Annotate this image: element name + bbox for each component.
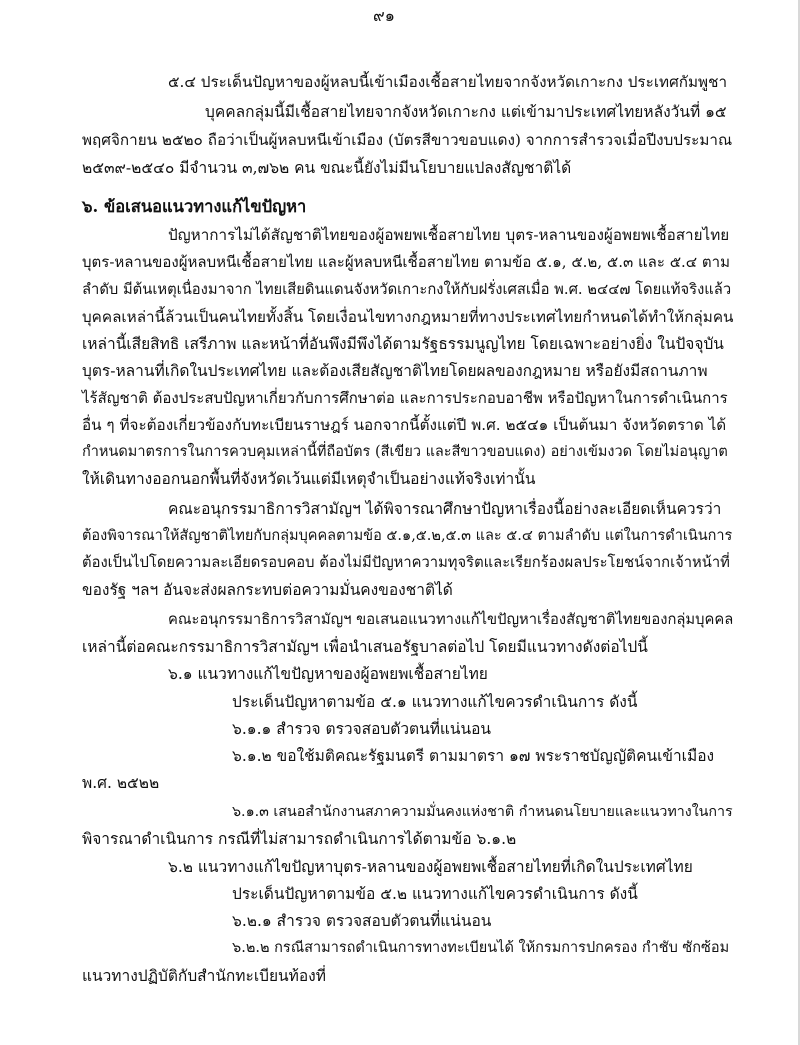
section-5-4-heading: ๕.๔ ประเด็นปัญหาของผู้หลบนี้เข้าเมืองเชื้อสายไทยจากจังหวัดเกาะกง ประเทศกัมพูชา bbox=[168, 73, 728, 91]
item-6-1-2: ๖.๑.๒ ขอใช้มติคณะรัฐมนตรี ตามมาตรา ๑๗ พระราชบัญญัติคนเข้าเมือง bbox=[232, 747, 715, 765]
paragraph-line: ประเด็นปัญหาตามข้อ ๕.๒ แนวทางแก้ไขควรดำเนินการ ดังนี้ bbox=[232, 885, 638, 903]
paragraph-line: บุคคลเหล่านี้ล้วนเป็นคนไทยทั้งสิ้น โดยเงื่อนไขทางกฎหมายที่ทางประเทศไทยกำหนดได้ทำให้กลุ่มคน bbox=[82, 308, 734, 326]
section-6-1-heading: ๖.๑ แนวทางแก้ไขปัญหาของผู้อพยพเชื้อสายไทย bbox=[168, 665, 488, 683]
paragraph-line: อื่น ๆ ที่จะต้องเกี่ยวข้องกับทะเบียนราษฎร์ นอกจากนี้ตั้งแต่ปี พ.ศ. ๒๕๔๑ เป็นต้นมา จังหวัดตราด ได้ bbox=[82, 416, 727, 434]
paragraph-line: แนวทางปฏิบัติกับสำนักทะเบียนท้องที่ bbox=[82, 967, 326, 985]
section-6-heading: ๖. ข้อเสนอแนวทางแก้ไขปัญหา bbox=[82, 197, 307, 216]
page-number: ๙๑ bbox=[373, 6, 395, 25]
paragraph-line: ไร้สัญชาติ ต้องประสบปัญหาเกี่ยวกับการศึกษาต่อ และการประกอบอาชีพ หรือปัญหาในการดำเนินการ bbox=[82, 389, 728, 407]
paragraph-line: ประเด็นปัญหาตามข้อ ๕.๑ แนวทางแก้ไขควรดำเนินการ ดังนี้ bbox=[232, 693, 638, 711]
paragraph-line: ต้องพิจารณาให้สัญชาติไทยกับกลุ่มบุคคลตามข้อ ๕.๑,๕.๒,๕.๓ และ ๕.๔ ตามลำดับ แต่ในการดำเนินการ bbox=[82, 528, 733, 544]
section-6-2-heading: ๖.๒ แนวทางแก้ไขปัญหาบุตร-หลานของผู้อพยพเชื้อสายไทยที่เกิดในประเทศไทย bbox=[168, 858, 693, 876]
paragraph-line: ลำดับ มีต้นเหตุเนื่องมาจาก ไทยเสียดินแดนจังหวัดเกาะกงให้กับฝรั่งเศสเมื่อ พ.ศ. ๒๔๔๗ โดยแท้จริงแล้ว bbox=[82, 281, 732, 298]
paragraph-line: คณะอนุกรรมาธิการวิสามัญฯ ได้พิจารณาศึกษาปัญหาเรื่องนี้อย่างละเอียดเห็นควรว่า bbox=[168, 500, 722, 518]
paragraph-line: กำหนดมาตรการในการควบคุมเหล่านี้ที่ถือบัตร (สีเขียว และสีขาวขอบแดง) อย่างเข้มงวด โดยไม่อนุญาต bbox=[82, 444, 728, 460]
paragraph-line: ให้เดินทางออกนอกพื้นที่จังหวัดเว้นแต่มีเหตุจำเป็นอย่างแท้จริงเท่านั้น bbox=[82, 470, 536, 488]
paragraph-line: ของรัฐ ฯลฯ อันจะส่งผลกระทบต่อความมั่นคงของชาติได้ bbox=[82, 581, 453, 599]
item-6-2-1: ๖.๒.๑ สำรวจ ตรวจสอบตัวตนที่แน่นอน bbox=[232, 912, 492, 930]
paragraph-line: คณะอนุกรรมาธิการวิสามัญฯ ขอเสนอแนวทางแก้ไขปัญหาเรื่องสัญชาติไทยของกลุ่มบุคคล bbox=[168, 611, 734, 628]
paragraph-line: บุตร-หลานที่เกิดในประเทศไทย และต้องเสียสัญชาติไทยโดยผลของกฎหมาย หรือยังมีสถานภาพ bbox=[82, 362, 708, 380]
item-6-1-3: ๖.๑.๓ เสนอสำนักงานสภาความมั่นคงแห่งชาติ กำหนดนโยบายและแนวทางในการ bbox=[232, 804, 733, 820]
paragraph-line: พ.ศ. ๒๕๒๒ bbox=[82, 774, 160, 792]
paragraph-line: ต้องเป็นไปโดยความละเอียดรอบคอบ ต้องไม่มีปัญหาความทุจริตและเรียกร้องผลประโยชน์จากเจ้าหน้าที่ bbox=[82, 554, 730, 571]
paragraph-line: พิจารณาดำเนินการ กรณีที่ไม่สามารถดำเนินการได้ตามข้อ ๖.๑.๒ bbox=[82, 830, 517, 848]
paragraph-line: เหล่านี้ต่อคณะกรรมาธิการวิสามัญฯ เพื่อนำเสนอรัฐบาลต่อไป โดยมีแนวทางดังต่อไปนี้ bbox=[82, 638, 648, 656]
paragraph-line: พฤศจิกายน ๒๕๒๐ ถือว่าเป็นผู้หลบหนีเข้าเมือง (บัตรสีขาวขอบแดง) จากการสำรวจเมื่อปีงบประมาณ bbox=[82, 131, 733, 149]
paragraph-line: ๒๕๓๙-๒๕๔๐ มีจำนวน ๓,๗๖๒ คน ขณะนี้ยังไม่มีนโยบายแปลงสัญชาติได้ bbox=[82, 159, 572, 177]
paragraph-line: บุตร-หลานของผู้หลบหนีเชื้อสายไทย และผู้หลบหนีเชื้อสายไทย ตามข้อ ๕.๑, ๕.๒, ๕.๓ และ ๕.๔ ตาม bbox=[82, 253, 730, 271]
paragraph-line: ปัญหาการไม่ได้สัญชาติไทยของผู้อพยพเชื้อสายไทย บุตร-หลานของผู้อพยพเชื้อสายไทย bbox=[168, 226, 730, 244]
paragraph-line: เหล่านี้เสียสิทธิ เสรีภาพ และหน้าที่อันพึงมีพึงได้ตามรัฐธรรมนูญไทย โดยเฉพาะอย่างยิ่ง ในปัจจุบัน bbox=[82, 335, 724, 353]
paragraph-line: บุคคลกลุ่มนี้มีเชื้อสายไทยจากจังหวัดเกาะกง แต่เข้ามาประเทศไทยหลังวันที่ ๑๕ bbox=[205, 103, 727, 121]
item-6-2-2: ๖.๒.๒ กรณีสามารถดำเนินการทางทะเบียนได้ ให้กรมการปกครอง กำชับ ซักซ้อม bbox=[232, 940, 730, 956]
item-6-1-1: ๖.๑.๑ สำรวจ ตรวจสอบตัวตนที่แน่นอน bbox=[232, 720, 492, 738]
